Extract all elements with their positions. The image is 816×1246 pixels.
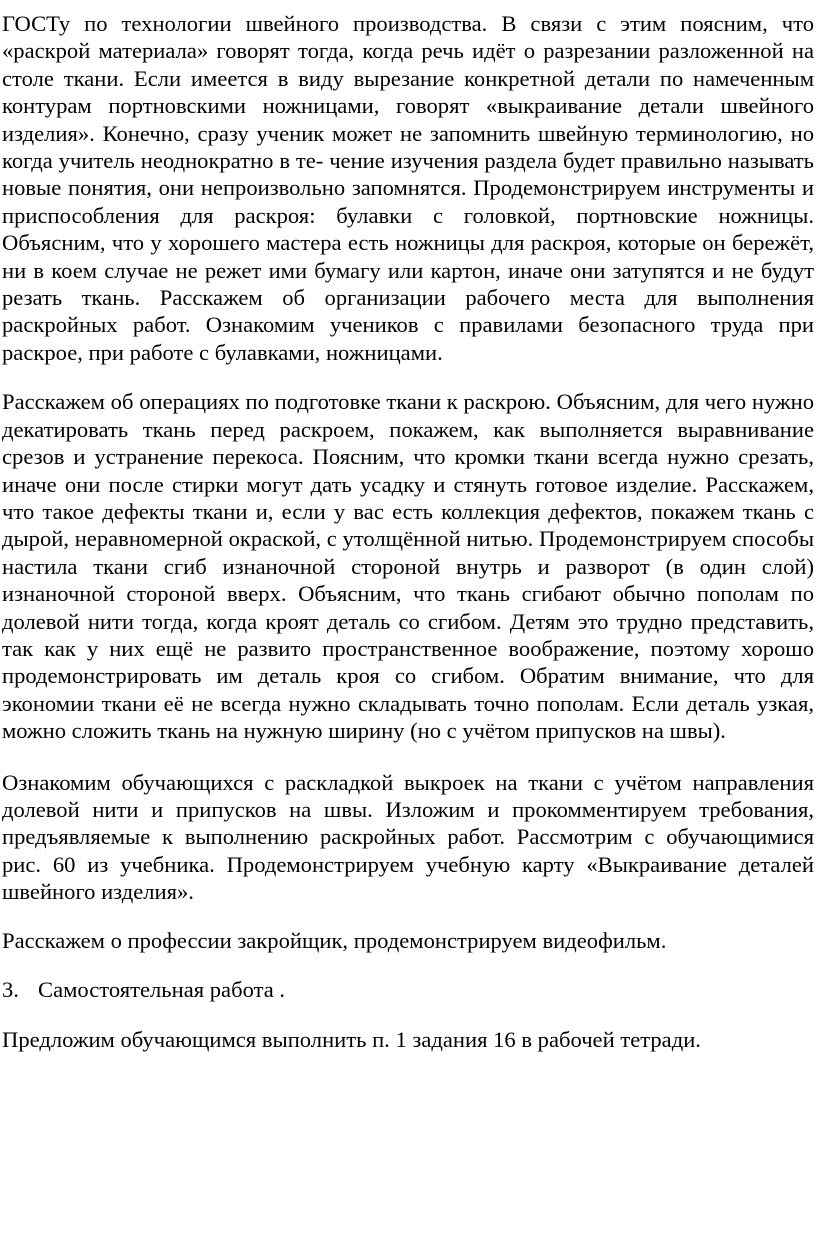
list-item-number: 3. <box>2 977 19 1002</box>
paragraph-fabric-preparation: Расскажем об операциях по подготовке ткани к раскрою. Объясним, для чего нужно декатировать ткань перед раскроем, покажем, как выполняется выравнивание срезов и устранение перекоса. Поясним, что кромки ткани всегда нужно срезать, иначе они после стирки могут дать усадку и стянуть готовое изделие. Расскажем, что такое дефекты ткани и, если у вас есть коллекция дефектов, покажем ткань с дырой, неравномерной окраской, с утолщённой нитью. Продемонстрируем способы настила ткани сгиб изнаночной стороной внутрь и разворот (в один слой) изнаночной стороной вверх. Объясним, что ткань сгибают обычно пополам по долевой нити тогда, когда кроят деталь со сгибом. Детям это трудно представить, так как у них ещё не развито пространственное воображение, поэтому хорошо продемонстрировать им деталь кроя со сгибом. Обратим внимание, что для экономии ткани её не всегда нужно складывать точно пополам. Если деталь узкая, можно сложить ткань на нужную ширину (но с учётом припусков на швы). <box>2 389 814 744</box>
list-item-independent-work <box>2 976 814 1003</box>
list-item-text: Самостоятельная работа . <box>38 977 286 1002</box>
paragraph-assignment: Предложим обучающимся выполнить п. 1 задания 16 в рабочей тетради. <box>2 1027 701 1053</box>
paragraph-cutter-profession: Расскажем о профессии закройщик, продемонстрируем видеофильм. <box>2 927 667 953</box>
paragraph-pattern-layout: Ознакомим обучающихся с раскладкой выкроек на ткани с учётом направления долевой нити и припусков на швы. Изложим и прокомментируем требования, предъявляемые к выполнению раскройных работ. Рассмотрим с обучающимися рис. 60 из учебника. Продемонстрируем учебную карту «Выкраивание деталей швейного изделия». <box>2 769 814 905</box>
paragraph-cutting-terminology: ГОСТу по технологии швейного производства. В связи с этим поясним, что «раскрой материала» говорят тогда, когда речь идёт о разрезании разложенной на столе ткани. Если имеется в виду вырезание конкретной детали по намеченным контурам портновскими ножницами, говорят «выкраивание детали швейного изделия». Конечно, сразу ученик может не запомнить швейную терминологию, но когда учитель неоднократно в те- чение изучения раздела будет правильно называть новые понятия, они непроизвольно запомнятся. Продемонстрируем инструменты и приспособления для раскроя: булавки с головкой, портновские ножницы. Объясним, что у хорошего мастера есть ножницы для раскроя, которые он бережёт, ни в коем случае не режет ими бумагу или картон, иначе они затупятся и не будут резать ткань. Расскажем об организации рабочего места для выполнения раскройных работ. Ознакомим учеников с правилами безопасного труда при раскрое, при работе с булавками, ножницами. <box>2 11 814 365</box>
